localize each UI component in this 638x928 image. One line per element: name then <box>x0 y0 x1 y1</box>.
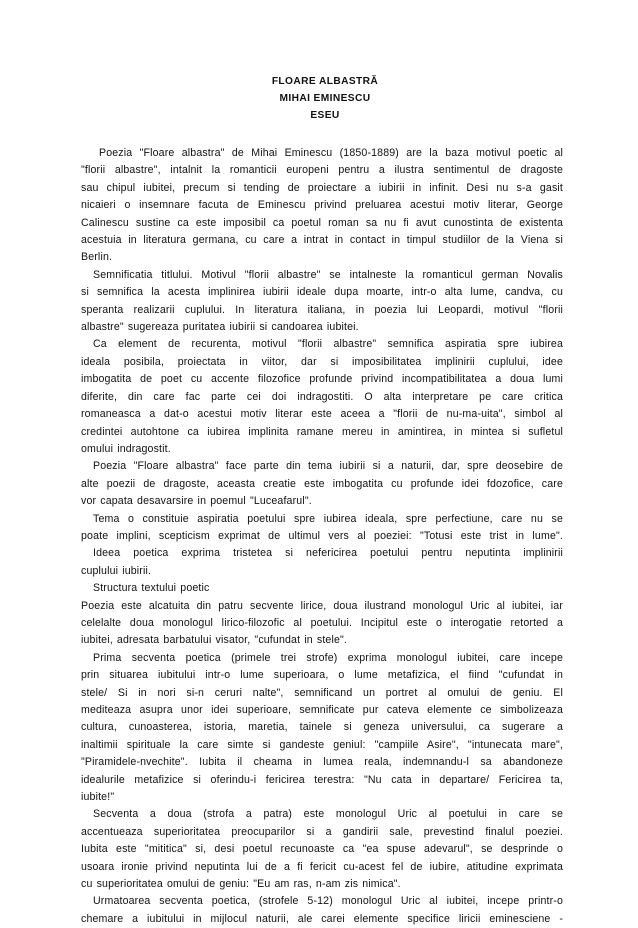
text-line: si semnifica la acesta implinirea iubirii ideale dupa moarte, intr-o alta lume, candva, cu <box>81 286 563 299</box>
text-line: prin situarea iubitului intr-o lume superioara, o lume metafizica, el fiind "cufundat in <box>81 669 563 682</box>
essay-label: ESEU <box>310 110 340 121</box>
text-line: chemare a iubitului in mijlocul naturii, ale carei elemente specifice liricii eminesciene - <box>81 912 563 925</box>
text-line: Poezia este alcatuita din patru secvente lirice, doua ilustrand monologul Uric al iubitei, iar <box>81 599 563 612</box>
text-line: Calinescu sustine ca este imposibil ca poetul roman sa nu fi avut cunostinta de existenta <box>81 216 563 229</box>
text-line: iubitei, adresata barbatului visator, "cufundat in stele". <box>81 634 348 647</box>
text-line: cultura, cunoasterea, istoria, maretia, tainele si geneza universului, ca sugerare a <box>81 721 563 734</box>
text-line: Iubita este "mititica" si, desi poetul recunoaste ca "ea spuse adevarul", se desprinde o <box>81 843 563 856</box>
text-line: alte poezii de dragoste, aceasta creatie este imbogatita cu profunde idei fdozofice, care <box>81 477 563 490</box>
text-line: cu superioritatea omului de geniu: "Eu am ras, n-am zis nimica". <box>81 878 401 891</box>
text-line: sau chipul iubitei, precum si tending de proiectare a iubirii in infinit. Desi nu s-a gasit <box>81 181 563 194</box>
text-line: nicaieri o insemnare facuta de Eminescu privind preluarea acestui motiv literar, George <box>81 199 563 212</box>
author-name: MIHAI EMINESCU <box>279 93 371 104</box>
text-line: Poezia "Floare albastra" face parte din tema iubirii si a naturii, dar, spre deosebire de <box>93 460 563 473</box>
text-line: Semnificatia titlului. Motivul "florii albastre" se intalneste la romanticul german Novalis <box>93 268 563 281</box>
document-header <box>0 73 638 124</box>
text-line: usoara ironie privind neputinta lui de a fi fericit cu-acest fel de iubire, atitudine exprimata <box>81 860 563 873</box>
text-line: Structura textului poetic <box>93 582 210 595</box>
essay-body <box>81 145 563 928</box>
text-line: accentueaza superioritatea preocuparilor si a gandirii sale, prevestind finalul poeziei. <box>81 825 563 838</box>
text-line: diferite, din care fac parte cei doi indragostiti. O alta interpretare pe care critica <box>81 390 563 403</box>
text-line: imbogatita de poet cu accente filozofice profunde privind incompatibilitatea a doua lumi <box>81 373 563 386</box>
text-line: omului indragostit. <box>81 442 171 455</box>
text-line: iubite!" <box>81 791 115 804</box>
text-line: cuplului iubirii. <box>81 564 152 577</box>
text-line: Ca element de recurenta, motivul "florii albastre" semnifica aspiratia spre iubirea <box>93 338 563 351</box>
text-line: vor capata desavarsire in poemul "Luceafarul". <box>81 495 312 508</box>
text-line: "Piramidele-nvechite". Iubita il cheama in lumea reala, indemnandu-l sa abandoneze <box>81 756 563 769</box>
text-line: Secventa a doua (strofa a patra) este monologul Uric al poetului in care se <box>93 808 563 821</box>
text-line: romaneasca a dat-o acestui motiv literar este aceea a "florii de nu-ma-uita", simbol al <box>81 408 563 421</box>
text-line: idealurile metafizice si oferindu-i fericirea terestra: "Nu cata in departare/ Fericirea ta, <box>81 773 563 786</box>
text-line: Urmatoarea secventa poetica, (strofele 5-12) monologul Uric al iubitei, incepe printr-o <box>93 895 563 908</box>
poem-title: FLOARE ALBASTRĂ <box>271 76 379 87</box>
text-line: celelalte doua monologul lirico-filozofic al poetului. Incipitul este o interogatie retorted a <box>81 616 563 629</box>
text-line: Tema o constituie aspiratia poetului spre iubirea ideala, spre perfectiune, care nu se <box>93 512 563 525</box>
text-line: albastre" sugereaza puritatea iubirii si candoarea iubitei. <box>81 321 359 334</box>
text-line: Prima secventa poetica (primele trei strofe) exprima monologul iubitei, care incepe <box>93 651 563 664</box>
text-line: Ideea poetica exprima tristetea si nefericirea poetului pentru neputinta implinirii <box>93 547 563 560</box>
text-line: stele/ Si in nori si-n ceruri nalte", semnificand un portret al omului de geniu. El <box>81 686 563 699</box>
text-line: Berlin. <box>81 251 113 264</box>
text-line: "florii albastre", intalnit la romanticii europeni pentru a ilustra sentimentul de dragoste <box>81 164 563 177</box>
text-line: ideala posibila, proiectata in viitor, dar si imposibilitatea implinirii cuplului, idee <box>81 355 563 368</box>
text-line: speranta realizarii cuplului. In literatura italiana, in poezia lui Leopardi, motivul "florii <box>81 303 563 316</box>
text-line: credintei autohtone ca iubirea implinita ramane mereu in amintirea, in mintea si sufletul <box>81 425 563 438</box>
text-line: Poezia "Floare albastra" de Mihai Eminescu (1850-1889) are la baza motivul poetic al <box>99 147 563 159</box>
text-line: mediteaza asupra unor idei superioare, semnificate pur cateva elemente ce simbolizeaza <box>81 704 563 716</box>
text-line: poate implini, scepticism exprimat de ultimul vers al poeziei: "Totusi este trist in lume". <box>81 529 563 542</box>
text-line: inaltimii spirituale la care simte si gandeste geniul: "campiile Asire", "intunecata mare", <box>81 738 563 751</box>
text-line: acestuia in literatura germana, cu care a intrat in contact in timpul studiilor de la Viena si <box>81 234 563 247</box>
